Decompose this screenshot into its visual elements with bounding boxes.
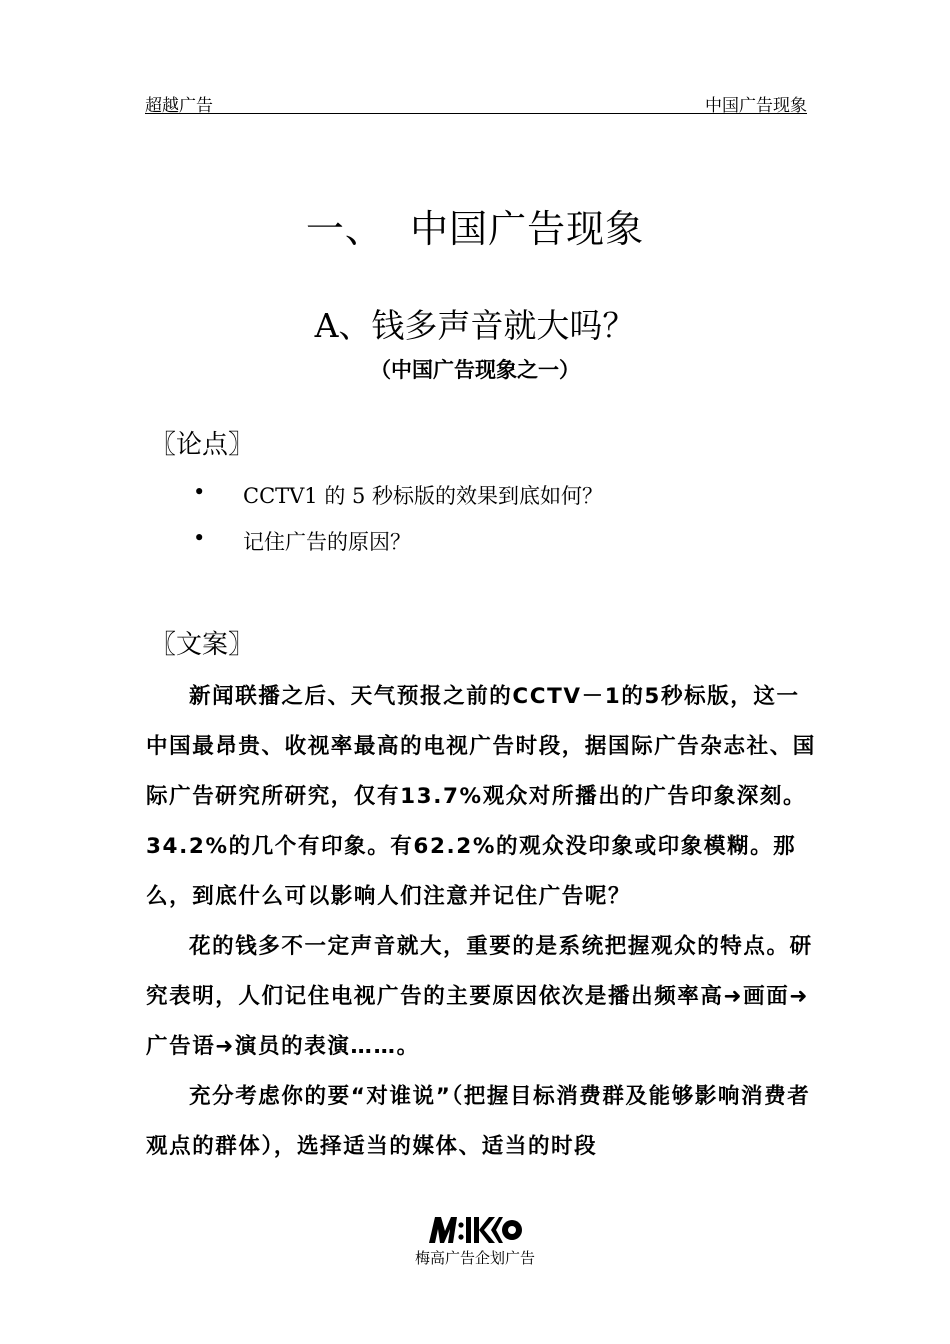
list-item-text: CCTV1 的 5 秒标版的效果到底如何？ [243,484,604,508]
mikko-logo [427,1213,523,1245]
bullet-icon: • [193,480,206,504]
paragraph: 新闻联播之后、天气预报之前的CCTV－1的5秒标版，这一中国最昂贵、收视率最高的电视广告时段，据国际广告杂志社、国际广告研究所研究，仅有13.7%观众对所播出的广告印象深刻。34.2%的几个有印象。有62.2%的观众没印象或印象模糊。那么，到底什么可以影响人们注意并记住广告呢？ [146,684,816,909]
section-subtitle: （中国广告现象之一） [370,358,580,382]
page-header [145,91,807,114]
header-left-text: 超越广告 [145,96,213,116]
section-title: A、钱多声音就大吗？ [314,306,636,345]
list-item-text: 记住广告的原因？ [243,530,411,554]
bullet-icon: • [193,526,206,550]
chapter-title: 一、 中国广告现象 [305,207,645,251]
paragraph: 充分考虑你的要“对谁说”（把握目标消费群及能够影响消费者观点的群体），选择适当的媒体、适当的时段 [146,1084,811,1159]
footer-company-text: 梅高广告企划广告 [414,1249,535,1267]
copy-body [146,672,816,1172]
copy-heading: 〖文案〗 [150,630,255,660]
thesis-heading: 〖论点〗 [150,430,255,460]
paragraph: 花的钱多不一定声音就大，重要的是系统把握观众的特点。研究表明，人们记住电视广告的主要原因依次是播出频率高➜画面➜广告语➜演员的表演……。 [146,934,813,1059]
header-right-text: 中国广告现象 [705,96,807,116]
